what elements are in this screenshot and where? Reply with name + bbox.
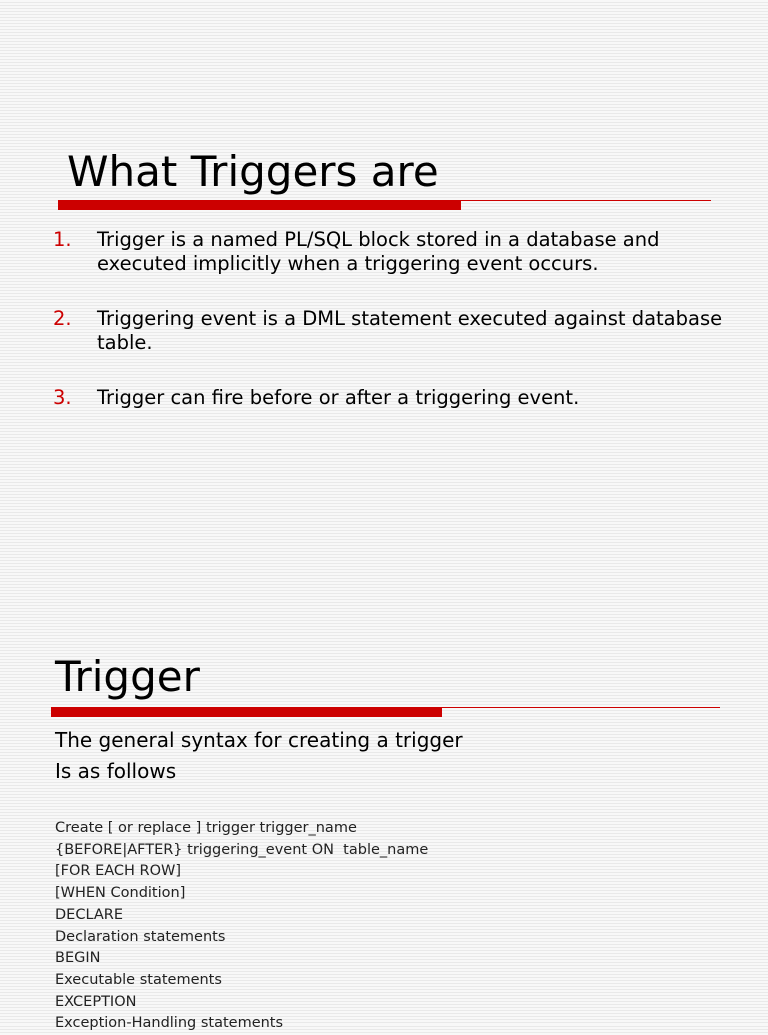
syntax-line: {BEFORE|AFTER} triggering_event ON table_name: [55, 841, 429, 858]
intro-text: The general syntax for creating a trigger: [55, 728, 463, 752]
list-item-number: 2.: [53, 307, 72, 330]
syntax-line: Create [ or replace ] trigger trigger_name: [55, 820, 357, 836]
list-item: [50, 386, 750, 410]
syntax-line: Declaration statements: [55, 928, 226, 945]
slide-what-triggers-are: [0, 0, 768, 500]
syntax-line: [WHEN Condition]: [55, 885, 186, 902]
slide-title: Trigger: [55, 652, 200, 701]
syntax-line: BEGIN: [55, 950, 101, 967]
syntax-line: DECLARE: [55, 906, 124, 923]
syntax-line: Exception-Handling statements: [55, 1015, 284, 1032]
list-item: [50, 228, 750, 275]
list-item-number: 1.: [53, 228, 72, 251]
syntax-block: [55, 818, 428, 1035]
title-underline-thick: [51, 708, 442, 717]
list-item-text: Trigger is a named PL/SQL block stored in a database and executed implicitly when a triggering event occurs.: [97, 228, 660, 275]
intro-text: Is as follows: [55, 759, 177, 783]
list-item-text: Triggering event is a DML statement executed against database table.: [97, 307, 723, 354]
slide-trigger-syntax: [0, 500, 768, 1032]
list-item-text: Trigger can fire before or after a triggering event.: [97, 386, 580, 409]
syntax-line: Executable statements: [55, 971, 222, 988]
list-item: [50, 307, 750, 354]
numbered-list: [50, 228, 750, 410]
syntax-line: EXCEPTION: [55, 993, 137, 1010]
syntax-line: [FOR EACH ROW]: [55, 863, 182, 880]
list-item-number: 3.: [53, 386, 72, 409]
slide-title: What Triggers are: [67, 147, 439, 196]
title-underline-thick: [58, 201, 461, 210]
